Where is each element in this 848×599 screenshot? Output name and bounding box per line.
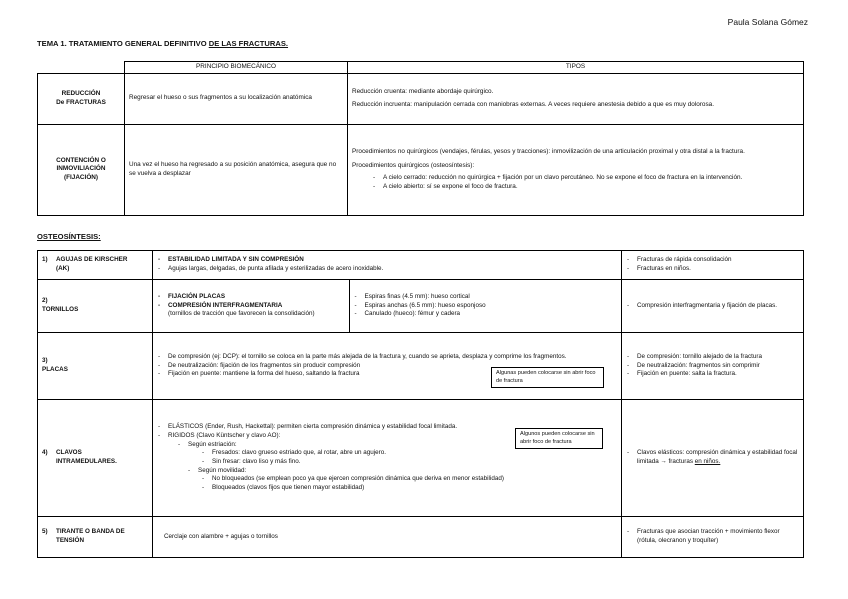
row-tirante xyxy=(38,517,804,558)
tipos-reduccion: Reducción cruenta: mediante abordaje quirúrgico. Reducción incruenta: manipulación cerrada con maniobras externas. A veces requiere anestesia debido a que es muy dolorosa. xyxy=(348,73,804,124)
desc-tirante: Cerclaje con alambre + agujas o tornillos xyxy=(153,517,622,558)
ind-clavos: - Clavos elásticos: compresión dinámica y estabilidad focal limitada → fracturas en niños. xyxy=(622,400,804,517)
ind-tornillos: - Compresión interfragmentaria y fijación de placas. xyxy=(622,280,804,333)
sub-cielo-cerrado: - A cielo cerrado: reducción no quirúrgica + fijación por un clavo percutáneo. No se expone el foco de fractura en la intervención. xyxy=(372,174,799,183)
page-title: TEMA 1. TRATAMIENTO GENERAL DEFINITIVO DE LAS FRACTURAS. xyxy=(37,39,289,48)
row-tornillos xyxy=(38,280,804,333)
ind-placas: - De compresión: tornillo alejado de la fractura - De neutralización: fragmentos sin comprimir - Fijación en puente: salta la fractura. xyxy=(622,333,804,400)
name-tornillos: 2)TORNILLOS xyxy=(38,280,153,333)
row-placas xyxy=(38,333,804,400)
principio-contencion: Una vez el hueso ha regresado a su posición anatómica, asegura que no se vuelva a desplazar xyxy=(125,124,348,215)
desc-clavos: - ELÁSTICOS (Ender, Rush, Hackettal): permiten cierta compresión dinámica y estabilidad focal limitada. - RIGIDOS (Clavo Küntscher y clavo AO): - Según estriación: - Fresados: clavo grueso estriado que, al rotar, abre un agujero. - Sin fresar: clavo liso y más fino. - Según movilidad: - No bloqueados (se emplean poco ya que ejercen compresión dinámica que deriva en menor estabilidad) - Bloqueados (clavos fijos que tienen mayor estabilidad) Algunos pueden colocarse sin abrir foco de fractura xyxy=(153,400,622,517)
note-placas: Algunas pueden colocarse sin abrir foco de fractura xyxy=(491,367,604,388)
author-name: Paula Solana Gómez xyxy=(727,17,808,27)
note-clavos: Algunos pueden colocarse sin abrir foco de fractura xyxy=(515,428,603,449)
name-agujas: 1) AGUJAS DE KIRSCHER (AK) xyxy=(38,251,153,280)
tipos-contencion: Procedimientos no quirúrgicos (vendajes, férulas, yesos y tracciones): inmovilización de una articulación proximal y otra distal a la fractura. Procedimientos quirúrgicos (osteosíntesis): - A cielo cerrado: reducción no quirúrgica + fijación por un clavo percutáneo. No se expone el foco de fractura en la intervención. - A cielo abierto: sí se expone el foco de fractura. xyxy=(348,124,804,215)
desc-tornillos: - FIJACIÓN PLACAS - COMPRESIÓN INTERFRAGMENTARIA (tornillos de tracción que favorecen la consolidación) - Espiras finas (4.5 mm): hueso cortical - Espiras anchas (6.5 mm): hueso esponjoso - Canulado (hueco): fémur y cadera xyxy=(153,280,622,333)
name-tirante: 5) TIRANTE O BANDA DE TENSIÓN xyxy=(38,517,153,558)
osteosintesis-table xyxy=(37,250,804,558)
name-clavos: 4) CLAVOS INTRAMEDULARES. xyxy=(38,400,153,517)
principio-reduccion: Regresar el hueso o sus fragmentos a su localización anatómica xyxy=(125,73,348,124)
sub-cielo-abierto: - A cielo abierto: sí se expone el foco de fractura. xyxy=(372,183,799,192)
ind-agujas: - Fracturas de rápida consolidación - Fracturas en niños. xyxy=(622,251,804,280)
header-principio: PRINCIPIO BIOMECÁNICO xyxy=(125,62,348,74)
desc-placas: - De compresión (ej: DCP): el tornillo se coloca en la parte más alejada de la fractura y, cuando se aprieta, desplaza y comprime los fragmentos. - De neutralización: fijación de los fragmentos sin producir compresión - Fijación en puente: mantiene la forma del hueso, saltando la fractura Algunas pueden colocarse sin abrir foco de fractura xyxy=(153,333,622,400)
name-placas: 3)PLACAS xyxy=(38,333,153,400)
ind-tirante: - Fracturas que asocian tracción + movimiento flexor (rótula, olecranon y troquíter) xyxy=(622,517,804,558)
row-reduccion xyxy=(38,73,804,124)
treatment-table xyxy=(37,61,804,216)
row-contencion xyxy=(38,124,804,215)
header-tipos: TIPOS xyxy=(348,62,804,74)
header-blank xyxy=(38,62,125,74)
row-clavos xyxy=(38,400,804,517)
section-heading: OSTEOSÍNTESIS: xyxy=(37,232,101,241)
row-agujas xyxy=(38,251,804,280)
label-contencion: CONTENCIÓN O INMOVILIACIÓN (FIJACIÓN) xyxy=(38,124,125,215)
desc-agujas: - ESTABILIDAD LIMITADA Y SIN COMPRESIÓN - Agujas largas, delgadas, de punta afilada y esterilizadas de acero inoxidable. xyxy=(153,251,622,280)
label-reduccion: REDUCCIÓN De FRACTURAS xyxy=(38,73,125,124)
